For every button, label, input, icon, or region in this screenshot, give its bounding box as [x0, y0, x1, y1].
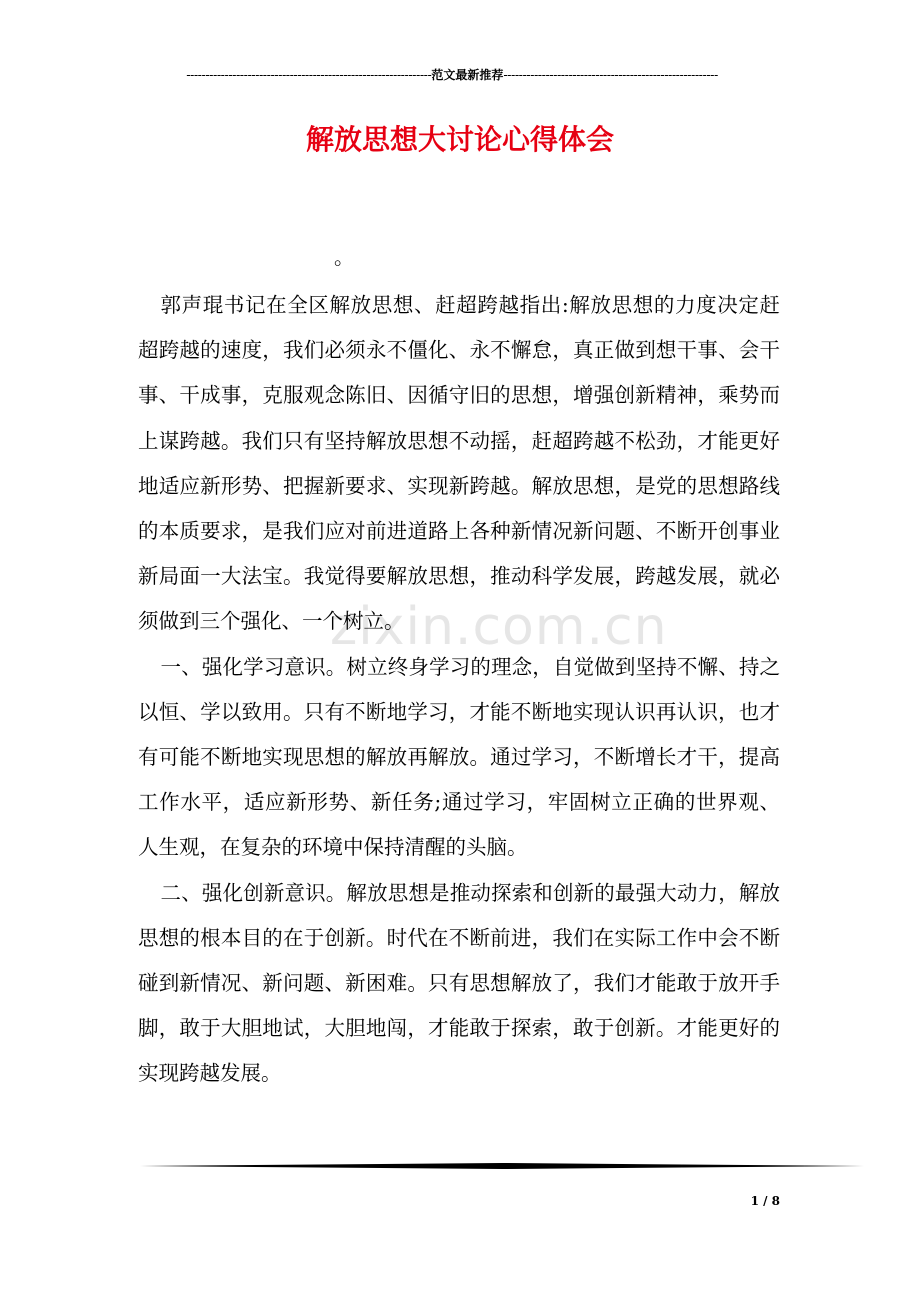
page-number: 1 / 8 [750, 1194, 780, 1208]
header-label: 范文最新推荐 [431, 68, 504, 82]
paragraph-intro: 郭声琨书记在全区解放思想、赶超跨越指出:解放思想的力度决定赶超跨越的速度，我们必须永不僵化、永不懈怠，真正做到想干事、会干事、干成事，克服观念陈旧、因循守旧的思想，增强创新精神，乘势而上谋跨越。我们只有坚持解放思想不动摇，赶超跨越不松劲，才能更好地适应新形势、把握新要求、实现新跨越。解放思想，是党的思想路线的本质要求，是我们应对前进道路上各种新情况新问题、不断开创事业新局面一大法宝。我觉得要解放思想，推动科学发展，跨越发展，就必须做到三个强化、一个树立。 [138, 293, 780, 634]
paragraph-study: 一、强化学习意识。树立终身学习的理念，自觉做到坚持不懈、持之以恒、学以致用。只有不断地学习，才能不断地实现认识再认识，也才有可能不断地实现思想的解放再解放。通过学习，不断增长才干，提高工作水平，适应新形势、新任务;通过学习，牢固树立正确的世界观、人生观，在复杂的环境中保持清醒的头脑。 [138, 654, 780, 860]
page-header [138, 66, 766, 84]
watermark: zixin.com.cn [330, 597, 668, 657]
header-dashes-left: ---------------------------------------------------------------- [186, 68, 432, 82]
footer-rule [140, 1163, 864, 1169]
header-dashes-right: -------------------------------------------------------- [503, 68, 718, 82]
stray-punctuation: 。 [334, 245, 354, 269]
document-title: 解放思想大讨论心得体会 [305, 123, 614, 156]
paragraph-innovation: 二、强化创新意识。解放思想是推动探索和创新的最强大动力，解放思想的根本目的在于创新。时代在不断前进，我们在实际工作中会不断碰到新情况、新问题、新困难。只有思想解放了，我们才能敢于放开手脚，敢于大胆地试，大胆地闯，才能敢于探索，敢于创新。才能更好的实现跨越发展。 [138, 880, 780, 1086]
document-body [138, 283, 780, 1097]
